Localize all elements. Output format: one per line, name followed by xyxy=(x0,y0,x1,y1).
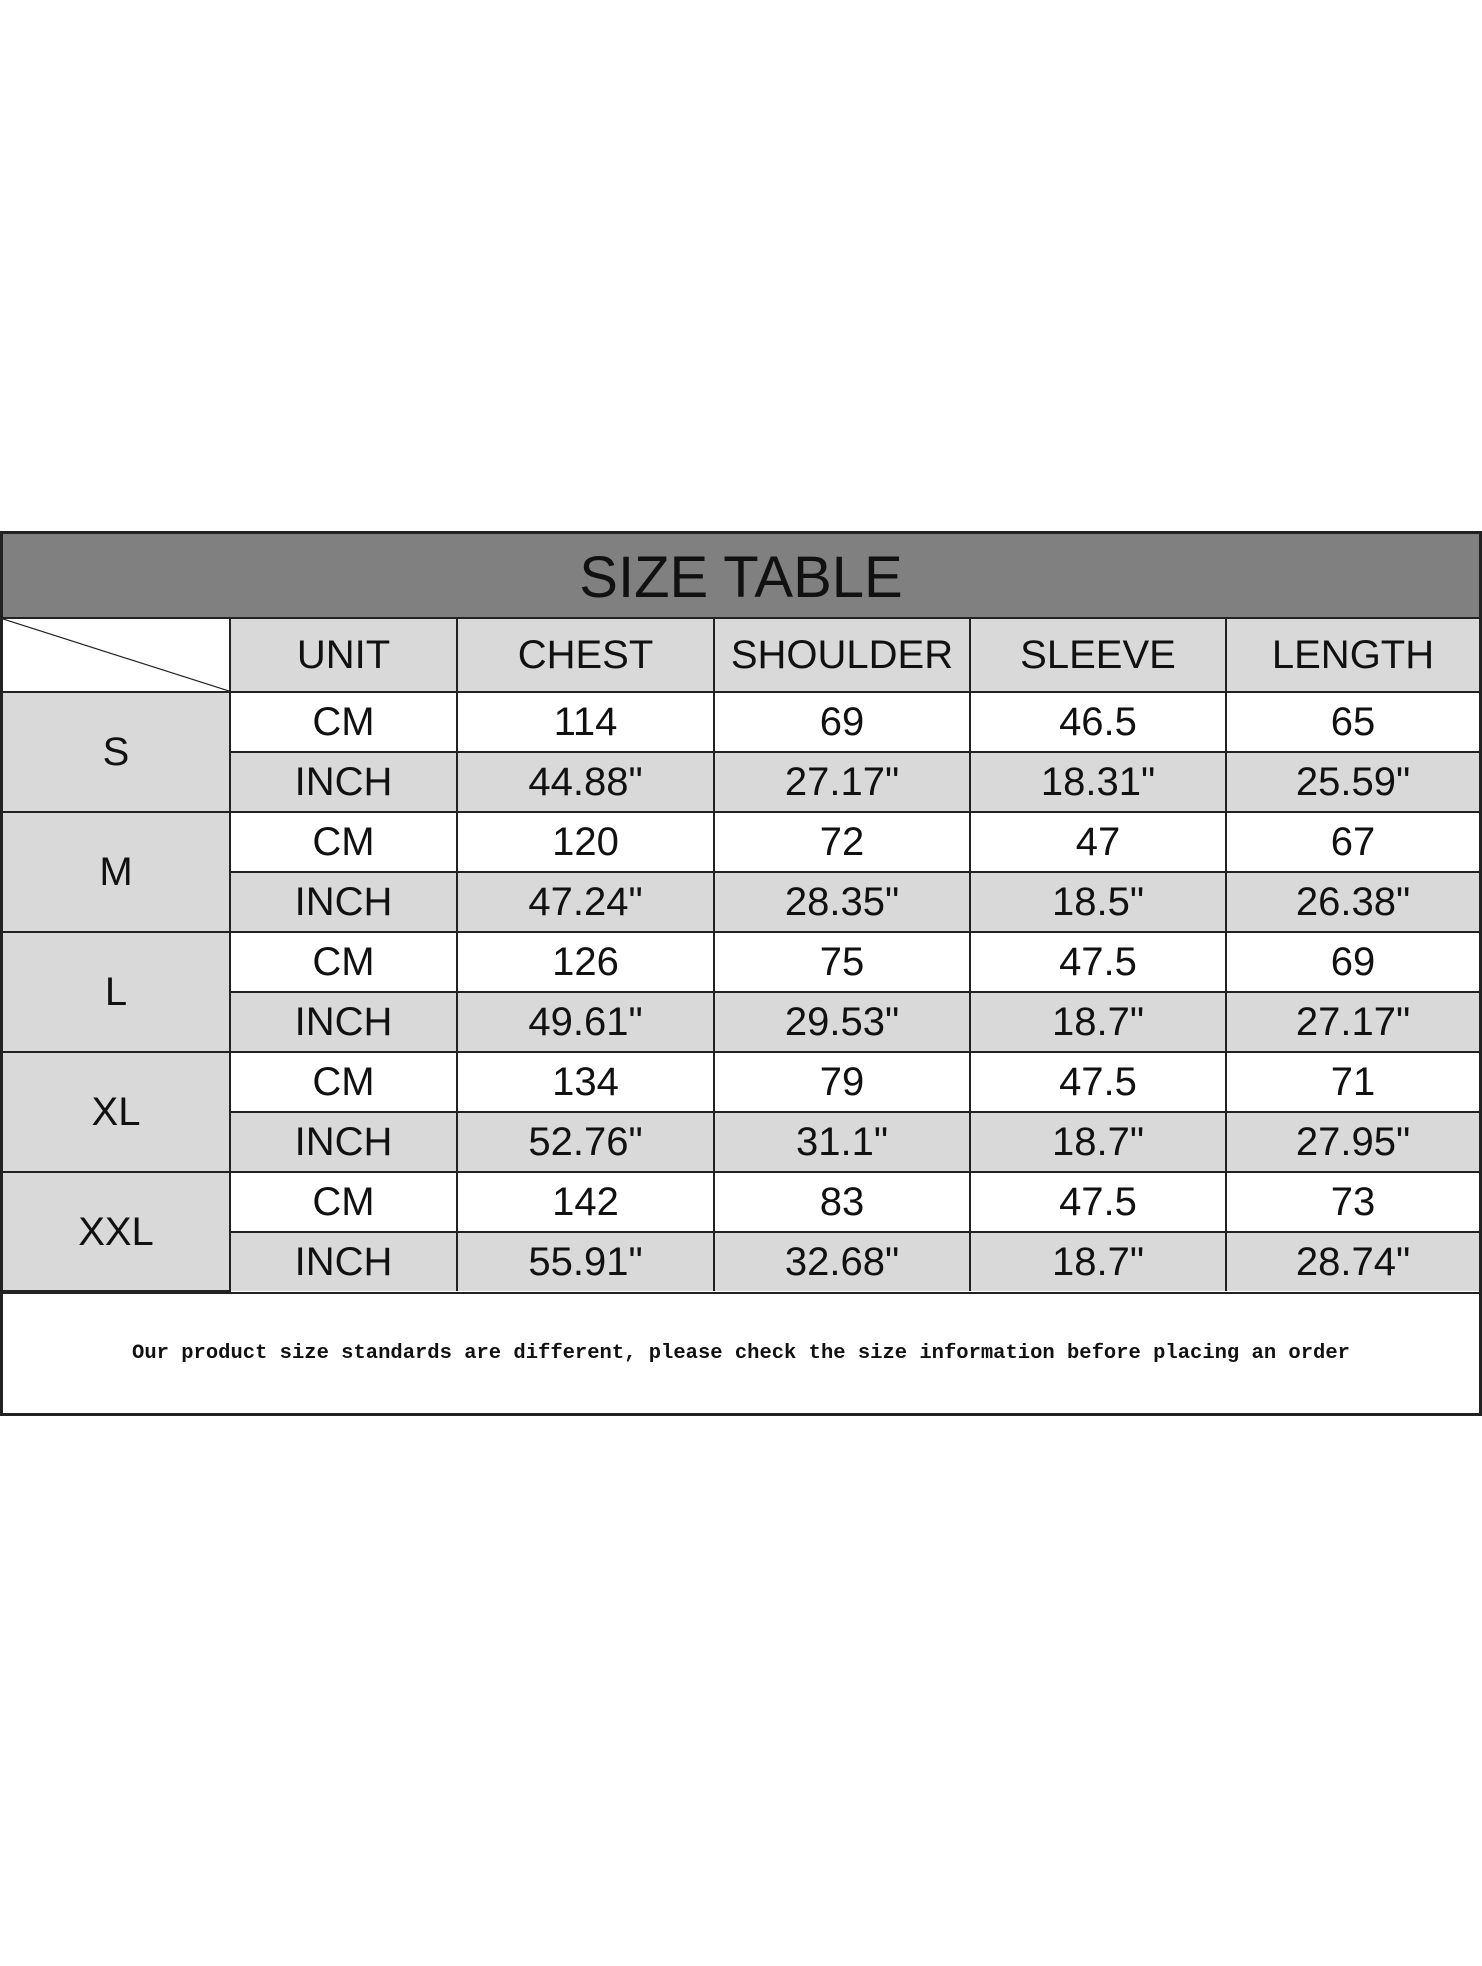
cm-unit-cell: CM xyxy=(230,1172,457,1232)
cm-length-cell: 65 xyxy=(1226,692,1479,752)
size-table xyxy=(3,619,1479,1292)
inch-unit-cell: INCH xyxy=(230,1112,457,1172)
size-label: XXL xyxy=(3,1172,230,1291)
cm-chest-cell: 142 xyxy=(457,1172,714,1232)
inch-chest-cell: 52.76" xyxy=(457,1112,714,1172)
cm-length-cell: 71 xyxy=(1226,1052,1479,1112)
size-label: M xyxy=(3,812,230,932)
inch-sleeve-cell: 18.7" xyxy=(970,992,1226,1052)
cm-sleeve-cell: 47.5 xyxy=(970,1172,1226,1232)
size-label: S xyxy=(3,692,230,812)
inch-chest-cell: 44.88" xyxy=(457,752,714,812)
header-sleeve: SLEEVE xyxy=(970,619,1226,692)
inch-chest-cell: 49.61" xyxy=(457,992,714,1052)
size-row-cm xyxy=(3,932,1479,992)
cm-shoulder-cell: 72 xyxy=(714,812,970,872)
inch-length-cell: 27.95" xyxy=(1226,1112,1479,1172)
cm-unit-cell: CM xyxy=(230,812,457,872)
size-label: XL xyxy=(3,1052,230,1172)
diagonal-line xyxy=(3,619,229,691)
size-chart xyxy=(0,531,1482,1416)
header-length: LENGTH xyxy=(1226,619,1479,692)
inch-unit-cell: INCH xyxy=(230,992,457,1052)
inch-shoulder-cell: 27.17" xyxy=(714,752,970,812)
inch-chest-cell: 47.24" xyxy=(457,872,714,932)
inch-length-cell: 27.17" xyxy=(1226,992,1479,1052)
header-row xyxy=(3,619,1479,692)
inch-shoulder-cell: 29.53" xyxy=(714,992,970,1052)
inch-unit-cell: INCH xyxy=(230,1232,457,1291)
header-chest: CHEST xyxy=(457,619,714,692)
inch-sleeve-cell: 18.5" xyxy=(970,872,1226,932)
cm-chest-cell: 134 xyxy=(457,1052,714,1112)
size-row-cm xyxy=(3,692,1479,752)
size-row-cm xyxy=(3,812,1479,872)
cm-shoulder-cell: 83 xyxy=(714,1172,970,1232)
cm-chest-cell: 126 xyxy=(457,932,714,992)
inch-chest-cell: 55.91" xyxy=(457,1232,714,1291)
header-unit: UNIT xyxy=(230,619,457,692)
inch-sleeve-cell: 18.7" xyxy=(970,1232,1226,1291)
cm-unit-cell: CM xyxy=(230,1052,457,1112)
corner-diagonal-cell xyxy=(3,619,230,692)
cm-unit-cell: CM xyxy=(230,692,457,752)
inch-shoulder-cell: 31.1" xyxy=(714,1112,970,1172)
cm-length-cell: 69 xyxy=(1226,932,1479,992)
inch-length-cell: 25.59" xyxy=(1226,752,1479,812)
cm-sleeve-cell: 47 xyxy=(970,812,1226,872)
cm-sleeve-cell: 47.5 xyxy=(970,1052,1226,1112)
cm-shoulder-cell: 69 xyxy=(714,692,970,752)
size-row-cm xyxy=(3,1172,1479,1232)
size-table-title: SIZE TABLE xyxy=(3,534,1479,619)
inch-unit-cell: INCH xyxy=(230,752,457,812)
size-label: L xyxy=(3,932,230,1052)
inch-shoulder-cell: 32.68" xyxy=(714,1232,970,1291)
inch-length-cell: 28.74" xyxy=(1226,1232,1479,1291)
cm-shoulder-cell: 75 xyxy=(714,932,970,992)
size-note: Our product size standards are different, please check the size information before placing an order xyxy=(3,1292,1479,1413)
cm-sleeve-cell: 46.5 xyxy=(970,692,1226,752)
cm-unit-cell: CM xyxy=(230,932,457,992)
cm-chest-cell: 120 xyxy=(457,812,714,872)
inch-sleeve-cell: 18.7" xyxy=(970,1112,1226,1172)
inch-length-cell: 26.38" xyxy=(1226,872,1479,932)
inch-shoulder-cell: 28.35" xyxy=(714,872,970,932)
cm-length-cell: 73 xyxy=(1226,1172,1479,1232)
cm-chest-cell: 114 xyxy=(457,692,714,752)
inch-unit-cell: INCH xyxy=(230,872,457,932)
cm-sleeve-cell: 47.5 xyxy=(970,932,1226,992)
size-row-cm xyxy=(3,1052,1479,1112)
cm-length-cell: 67 xyxy=(1226,812,1479,872)
header-shoulder: SHOULDER xyxy=(714,619,970,692)
inch-sleeve-cell: 18.31" xyxy=(970,752,1226,812)
cm-shoulder-cell: 79 xyxy=(714,1052,970,1112)
